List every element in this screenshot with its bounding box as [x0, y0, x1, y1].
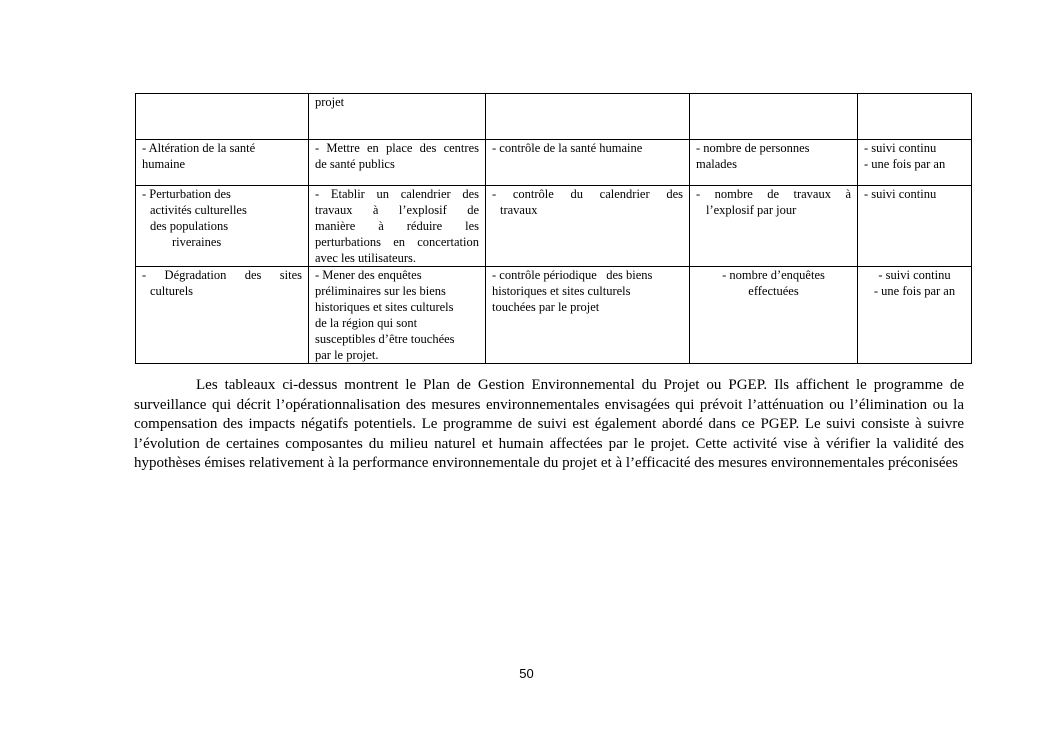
indicateur-cell — [690, 140, 858, 186]
table-row — [136, 140, 972, 186]
cell-text: - contrôle de la santé humaine — [492, 141, 643, 155]
cell-text: perturbations en concertation — [315, 235, 479, 249]
page-number: 50 — [519, 666, 534, 681]
cell-text: - nombre de personnes — [696, 141, 810, 155]
controle-cell — [486, 186, 690, 267]
indicateur-cell — [690, 186, 858, 267]
mesure-cell — [309, 94, 486, 140]
cell-text: activités culturelles — [150, 203, 247, 217]
cell-text: - contrôle périodique des biens — [492, 268, 653, 282]
table-row — [136, 267, 972, 364]
environmental-management-table — [135, 93, 972, 364]
indicateur-cell — [690, 267, 858, 364]
table-row — [136, 186, 972, 267]
cell-text: susceptibles d’être touchées — [315, 332, 455, 346]
cell-text: - une fois par an — [864, 157, 946, 171]
cell-text: effectuées — [748, 284, 799, 298]
cell-text: - suivi continu — [864, 141, 937, 155]
cell-text: historiques et sites culturels — [315, 300, 454, 314]
body-paragraph: Les tableaux ci-dessus montrent le Plan de Gestion Environnemental du Projet ou PGEP. Ils affichent le programme de surveillance qui décrit l’opérationnalisation des mesures environnementales envisagées qui prévoit l’atténuation ou l’élimination ou la compensation des impacts négatifs potentiels. Le programme de suivi est également abordé dans ce PGEP. Le suivi consiste à suivre l’évolution de certaines composantes du milieu naturel et humain affectées par le projet. Cette activité vise à vérifier la validité des hypothèses émises relativement à la performance environnementale du projet et à l’efficacité des mesures environnementales préconisées — [134, 377, 964, 472]
cell-text: travaux — [500, 203, 538, 217]
controle-cell — [486, 140, 690, 186]
cell-text: humaine — [142, 157, 186, 171]
cell-text: - Mettre en place des centres — [315, 141, 479, 155]
cell-text: - Etablir un calendrier des — [315, 187, 479, 201]
cell-text: avec les utilisateurs. — [315, 251, 417, 265]
cell-text: de santé publics — [315, 157, 395, 171]
cell-text: - contrôle du calendrier des — [492, 187, 683, 201]
cell-text: - suivi continu — [864, 187, 937, 201]
impact-cell — [136, 140, 309, 186]
cell-text: - Perturbation des — [142, 187, 231, 201]
impact-cell — [136, 267, 309, 364]
cell-text: riveraines — [172, 235, 222, 249]
cell-text: - nombre de travaux à — [696, 187, 851, 201]
cell-text: préliminaires sur les biens — [315, 284, 446, 298]
mesure-cell — [309, 186, 486, 267]
cell-text: culturels — [150, 284, 194, 298]
cell-text: de la région qui sont — [315, 316, 418, 330]
cell-text: travaux à l’explosif de — [315, 203, 479, 217]
cell-text: historiques et sites culturels — [492, 284, 631, 298]
cell-text: - une fois par an — [873, 284, 956, 298]
indicateur-cell — [690, 94, 858, 140]
frequence-cell — [858, 140, 972, 186]
mesure-cell — [309, 267, 486, 364]
frequence-cell — [858, 94, 972, 140]
impact-cell — [136, 94, 309, 140]
cell-text: - Dégradation des sites — [142, 268, 302, 282]
cell-text: manière à réduire les — [315, 219, 479, 233]
cell-text: des populations — [150, 219, 229, 233]
table-row — [136, 94, 972, 140]
controle-cell — [486, 94, 690, 140]
cell-text: touchées par le projet — [492, 300, 600, 314]
cell-text: - suivi continu — [878, 268, 951, 282]
cell-text: malades — [696, 157, 737, 171]
impact-cell — [136, 186, 309, 267]
controle-cell — [486, 267, 690, 364]
cell-text: - Mener des enquêtes — [315, 268, 422, 282]
cell-text: - nombre d’enquêtes — [722, 268, 825, 282]
mesure-cell — [309, 140, 486, 186]
cell-text: par le projet. — [315, 348, 379, 362]
frequence-cell — [858, 267, 972, 364]
cell-text: projet — [315, 95, 345, 109]
cell-text: - Altération de la santé — [142, 141, 256, 155]
cell-text: l’explosif par jour — [706, 203, 797, 217]
frequence-cell — [858, 186, 972, 267]
